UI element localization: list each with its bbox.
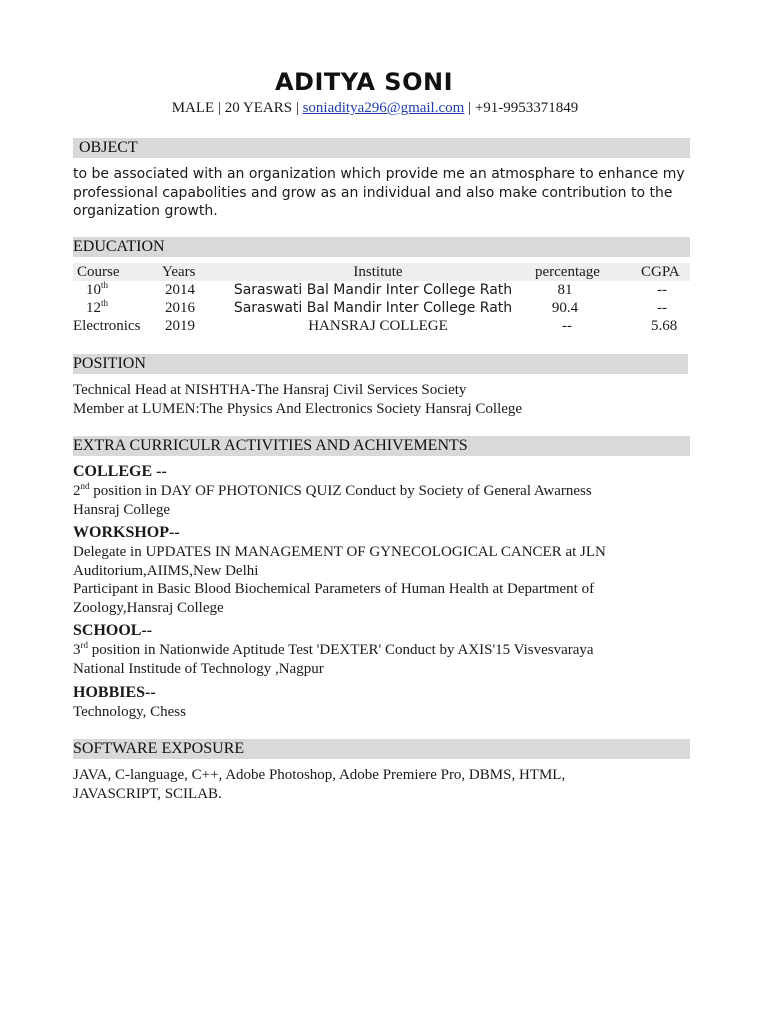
college-text xyxy=(73,482,592,519)
education-section-header xyxy=(73,237,690,257)
col-cgpa: CGPA xyxy=(641,264,680,280)
workshop-text xyxy=(73,543,606,617)
table-row-cgpa: -- xyxy=(657,282,667,298)
table-row-year: 2014 xyxy=(165,282,195,298)
contact-prefix: MALE | 20 YEARS | xyxy=(171,100,303,116)
school-text xyxy=(73,641,594,678)
object-text xyxy=(73,165,685,221)
workshop-line: Auditorium,AIIMS,New Delhi xyxy=(73,562,259,579)
table-row-percentage: 81 xyxy=(557,282,573,298)
contact-line xyxy=(0,100,750,117)
software-line: JAVA, C-language, C++, Adobe Photoshop, Adobe Premiere Pro, DBMS, HTML, xyxy=(73,767,566,783)
school-line: 3rd position in Nationwide Aptitude Test 'DEXTER' Conduct by AXIS'15 Visvesvaraya xyxy=(73,640,594,658)
education-title: EDUCATION xyxy=(73,238,165,255)
table-row-course: 10th xyxy=(86,280,109,298)
workshop-heading: WORKSHOP-- xyxy=(73,524,180,541)
college-heading: COLLEGE -- xyxy=(73,463,167,480)
object-title: OBJECT xyxy=(79,139,138,156)
object-section-header xyxy=(73,138,690,158)
software-title: SOFTWARE EXPOSURE xyxy=(73,740,245,757)
position-section-header xyxy=(73,354,688,374)
table-row-percentage: 90.4 xyxy=(551,300,579,316)
workshop-line: Participant in Basic Blood Biochemical Parameters of Human Health at Department of xyxy=(73,581,595,597)
col-years: Years xyxy=(162,264,196,280)
contact-suffix: | +91-9953371849 xyxy=(464,100,579,116)
software-section-header xyxy=(73,739,690,759)
col-percentage: percentage xyxy=(535,264,600,280)
table-row-year: 2016 xyxy=(165,300,195,316)
extra-title: EXTRA CURRICULR ACTIVITIES AND ACHIVEMENTS xyxy=(73,437,468,454)
candidate-name: ADITYA SONI xyxy=(274,68,453,96)
table-row-institute: Saraswati Bal Mandir Inter College Rath xyxy=(233,300,513,316)
table-row-institute: Saraswati Bal Mandir Inter College Rath xyxy=(233,282,513,298)
hobbies-text: Technology, Chess xyxy=(73,704,186,720)
position-line: Member at LUMEN:The Physics And Electronics Society Hansraj College xyxy=(73,400,523,417)
software-line: JAVASCRIPT, SCILAB. xyxy=(73,785,222,802)
college-line: Hansraj College xyxy=(73,501,171,518)
table-row-cgpa: -- xyxy=(657,300,667,316)
workshop-line: Delegate in UPDATES IN MANAGEMENT OF GYNECOLOGICAL CANCER at JLN xyxy=(73,544,606,560)
table-row-course: Electronics xyxy=(73,318,141,334)
hobbies-heading: HOBBIES-- xyxy=(73,684,156,701)
extra-section-header xyxy=(73,436,690,456)
position-text xyxy=(73,381,522,418)
table-row-institute: HANSRAJ COLLEGE xyxy=(308,318,448,334)
table-row-cgpa: 5.68 xyxy=(651,318,678,334)
position-line: Technical Head at NISHTHA-The Hansraj Civil Services Society xyxy=(73,382,467,398)
col-course: Course xyxy=(77,264,120,280)
object-line: to be associated with an organization which provide me an atmosphare to enhance my xyxy=(73,166,685,182)
col-institute: Institute xyxy=(353,264,403,280)
software-text xyxy=(73,766,565,803)
workshop-line: Zoology,Hansraj College xyxy=(73,599,224,616)
table-row-course: 12th xyxy=(86,298,109,316)
object-line: organization growth. xyxy=(73,203,218,219)
table-row-percentage: -- xyxy=(562,318,572,334)
position-title: POSITION xyxy=(73,355,146,372)
college-line: 2nd position in DAY OF PHOTONICS QUIZ Conduct by Society of General Awarness xyxy=(73,481,592,499)
email-link[interactable]: soniaditya296@gmail.com xyxy=(302,100,465,116)
school-heading: SCHOOL-- xyxy=(73,622,153,639)
object-line: professional capabolities and grow as an individual and also make contribution to the xyxy=(73,184,673,201)
table-row-year: 2019 xyxy=(165,318,195,334)
school-line: National Institude of Technology ,Nagpur xyxy=(73,660,324,677)
